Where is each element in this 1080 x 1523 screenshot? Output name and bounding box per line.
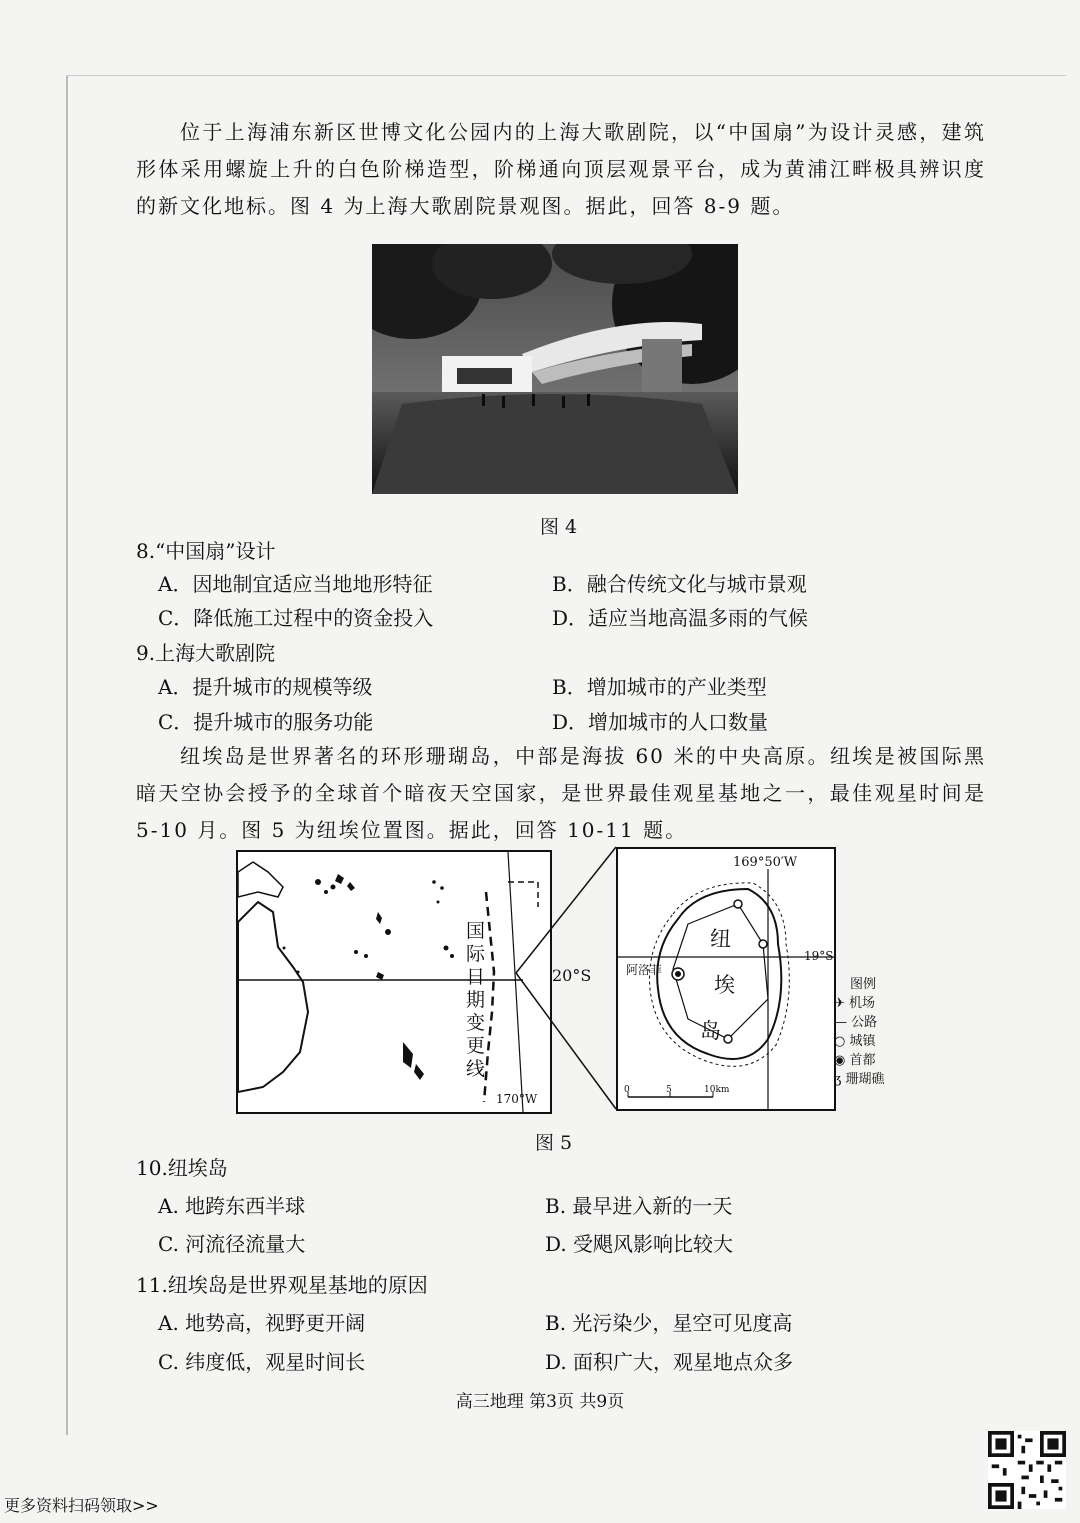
question-10-option-a[interactable]: A. 地跨东西半球 (158, 1194, 306, 1218)
latitude-19s-label: 19°S (804, 949, 834, 963)
island-name-char-1: 纽 (710, 927, 731, 951)
legend-airport: ✈ 机场 (834, 996, 876, 1011)
passage-1: 位于上海浦东新区世博文化公园内的上海大歌剧院，以“中国扇”为设计灵感，建筑形体采用螺旋上升的白色阶梯造型，阶梯通向顶层观景平台，成为黄浦江畔极具辨识度的新文化地标。图 4 为上海大歌剧院景观图。据此，回答 8-9 题。 (136, 120, 986, 218)
dateline-label: 国际日期变更线 (466, 920, 486, 1080)
qr-code[interactable] (988, 1430, 1066, 1510)
question-9-stem: 9.上海大歌剧院 (136, 641, 276, 665)
latitude-20s-label: 20°S (552, 966, 592, 985)
island-name-char-3: 岛 (700, 1019, 721, 1043)
question-11-option-a[interactable]: A. 地势高，视野更开阔 (158, 1311, 366, 1335)
coral-reef-icon: ʒ (834, 1072, 842, 1087)
pacific-map-drawing (238, 852, 550, 1112)
figure-4-caption: 图 4 (540, 516, 578, 538)
question-8-option-d[interactable]: D．适应当地高温多雨的气候 (552, 606, 809, 630)
passage-2: 纽埃岛是世界著名的环形珊瑚岛，中部是海拔 60 米的中央高原。纽埃是被国际黑暗天空协会授予的全球首个暗夜天空国家，是世界最佳观星基地之一，最佳观星时间是 5-10 月。图 5 为纽埃位置图。据此，回答 10-11 题。 (136, 744, 986, 842)
island-name-char-2: 埃 (714, 973, 735, 997)
legend-coral-reef: ʒ 珊瑚礁 (834, 1072, 885, 1087)
question-8-option-b[interactable]: B．融合传统文化与城市景观 (552, 572, 807, 596)
opera-house-photo (372, 244, 738, 494)
legend-road: — 公路 (834, 1015, 878, 1030)
question-8-option-a[interactable]: A．因地制宜适应当地地形特征 (158, 572, 433, 596)
opera-house-illustration (372, 244, 738, 494)
scale-5: 5 (666, 1085, 672, 1095)
question-11-option-d[interactable]: D. 面积广大，观星地点众多 (545, 1350, 794, 1374)
scale-0: 0 (624, 1085, 630, 1095)
page-edge (66, 75, 68, 1435)
question-10-option-b[interactable]: B. 最早进入新的一天 (545, 1194, 733, 1218)
scale-10km: 10km (704, 1085, 730, 1095)
question-11-option-b[interactable]: B. 光污染少，星空可见度高 (545, 1311, 793, 1335)
question-9-option-b[interactable]: B．增加城市的产业类型 (552, 675, 767, 699)
question-10-option-c[interactable]: C. 河流径流量大 (158, 1232, 306, 1256)
town-icon: ○ (834, 1034, 846, 1049)
legend-title: 图例 (850, 977, 877, 992)
question-10-option-d[interactable]: D. 受飓风影响比较大 (545, 1232, 734, 1256)
road-icon: — (834, 1015, 847, 1030)
pacific-location-map (236, 850, 552, 1114)
question-9-option-d[interactable]: D．增加城市的人口数量 (552, 710, 769, 734)
question-11-option-c[interactable]: C. 纬度低，观星时间长 (158, 1350, 366, 1374)
map-legend (834, 975, 924, 1089)
niue-island-map (616, 847, 836, 1111)
figure-5-caption: 图 5 (535, 1132, 573, 1154)
bottom-promo-link[interactable]: 更多资料扫码领取>> (4, 1496, 159, 1515)
question-11-stem: 11.纽埃岛是世界观星基地的原因 (136, 1273, 428, 1297)
legend-capital: ◉ 首都 (834, 1053, 876, 1068)
page-footer: 高三地理 第3页 共9页 (455, 1392, 625, 1412)
zoom-connector (510, 845, 620, 1115)
airplane-icon: ✈ (834, 996, 845, 1011)
capital-icon: ◉ (834, 1053, 846, 1068)
capital-label: 阿洛菲 (626, 963, 663, 977)
longitude-169-50w-label: 169°50′W (733, 855, 798, 870)
question-10-stem: 10.纽埃岛 (136, 1156, 228, 1180)
longitude-170w-label: 170°W (496, 1092, 538, 1106)
question-9-option-a[interactable]: A．提升城市的规模等级 (158, 675, 373, 699)
legend-town: ○ 城镇 (834, 1034, 876, 1049)
question-8-stem: 8.“中国扇”设计 (136, 539, 276, 563)
page-top-edge (66, 75, 1066, 76)
question-9-option-c[interactable]: C．提升城市的服务功能 (158, 710, 374, 734)
question-8-option-c[interactable]: C．降低施工过程中的资金投入 (158, 606, 434, 630)
